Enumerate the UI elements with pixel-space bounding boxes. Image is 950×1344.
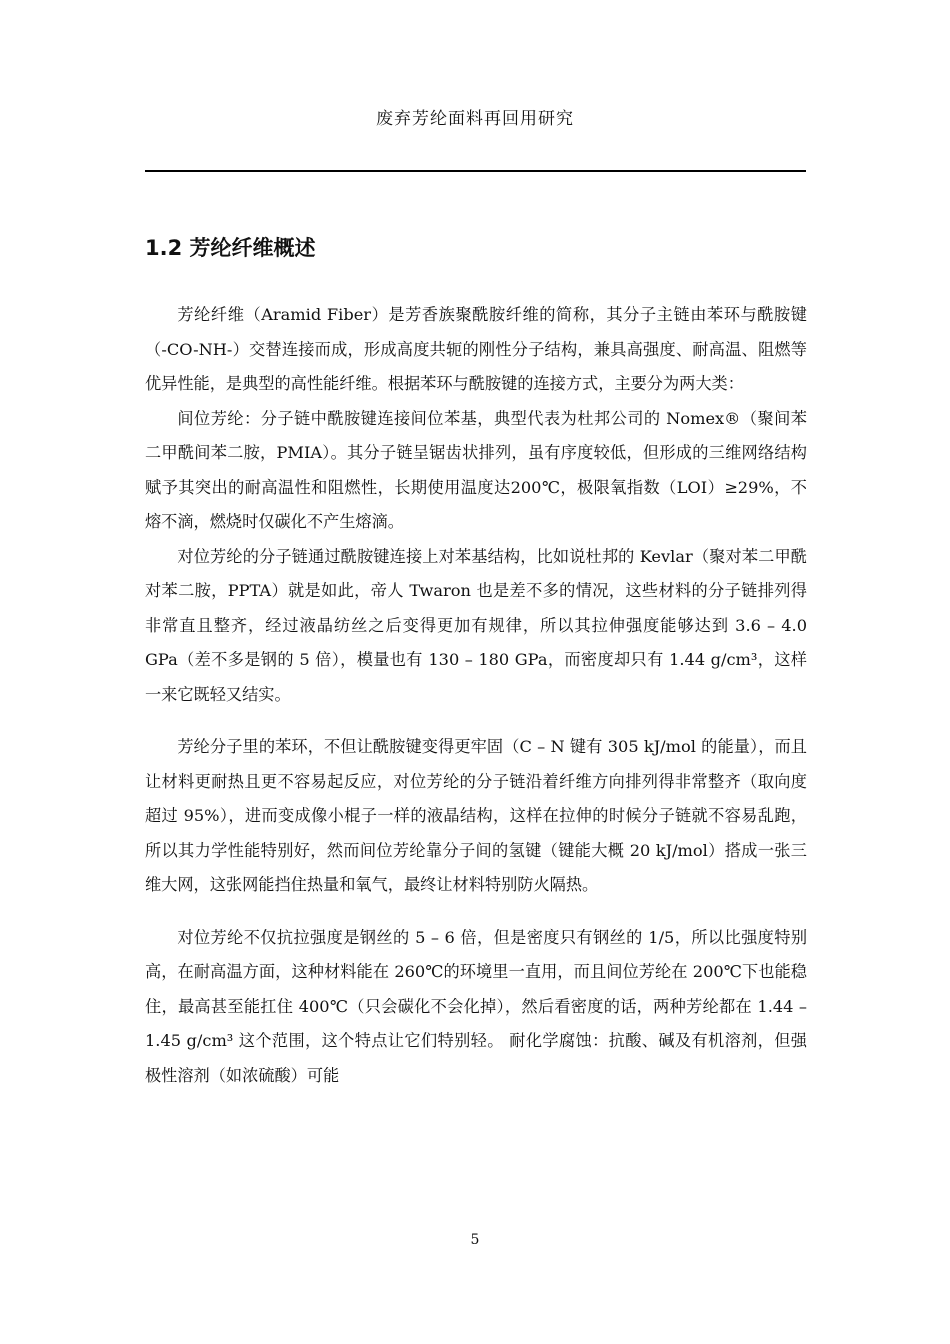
- section-heading: 1.2 芳纶纤维概述: [145, 236, 316, 260]
- paragraph-para-aramid: 对位芳纶的分子链通过酰胺键连接上对苯基结构，比如说杜邦的 Kevlar（聚对苯二甲酰对苯二胺，PPTA）就是如此，帝人 Twaron 也是差不多的情况，这些材料的分子链排列得非常直且整齐，经过液晶纺丝之后变得更加有规律，所以其拉伸强度能够达到 3.6 – 4.0 GPa（差不多是钢的 5 倍），模量也有 130 – 180 GPa，而密度却只有 1.44 g/cm³，这样一来它既轻又结实。: [145, 546, 807, 704]
- paragraph-intro: 芳纶纤维（Aramid Fiber）是芳香族聚酰胺纤维的简称，其分子主链由苯环与酰胺键（-CO-NH-）交替连接而成，形成高度共轭的刚性分子结构，兼具高强度、耐高温、阻燃等优异性能，是典型的高性能纤维。根据苯环与酰胺键的连接方式，主要分为两大类：: [145, 305, 807, 393]
- page-number: 5: [470, 1232, 480, 1248]
- body-content: [145, 232, 807, 1093]
- paragraph-molecular-structure: 芳纶分子里的苯环，不但让酰胺键变得更牢固（C – N 键有 305 kJ/mol 的能量），而且让材料更耐热且更不容易起反应，对位芳纶的分子链沿着纤维方向排列得非常整齐（取向度超过 95%），进而变成像小棍子一样的液晶结构，这样在拉伸的时候分子链就不容易乱跑，所以其力学性能特别好，然而间位芳纶靠分子间的氢键（键能大概 20 kJ/mol）搭成一张三维大网，这张网能挡住热量和氧气，最终让材料特别防火隔热。: [145, 737, 807, 894]
- running-header: 废弃芳纶面料再回用研究: [376, 109, 574, 129]
- paragraph-meta-aramid: 间位芳纶：分子链中酰胺键连接间位苯基，典型代表为杜邦公司的 Nomex®（聚间苯二甲酰间苯二胺，PMIA）。其分子链呈锯齿状排列，虽有序度较低，但形成的三维网络结构赋予其突出的耐高温性和阻燃性，长期使用温度达200℃，极限氧指数（LOI）≥29%，不熔不滴，燃烧时仅碳化不产生熔滴。: [145, 408, 807, 531]
- paragraph-properties: 对位芳纶不仅抗拉强度是钢丝的 5 – 6 倍，但是密度只有钢丝的 1/5，所以比强度特别高，在耐高温方面，这种材料能在 260℃的环境里一直用，而且间位芳纶在 200℃下也能稳住，最高甚至能扛住 400℃（只会碳化不会化掉），然后看密度的话，两种芳纶都在 1.44 – 1.45 g/cm³ 这个范围，这个特点让它们特别轻。 耐化学腐蚀：抗酸、碱及有机溶剂，但强极性溶剂（如浓硫酸）可能: [145, 927, 807, 1085]
- header-divider: [145, 170, 806, 172]
